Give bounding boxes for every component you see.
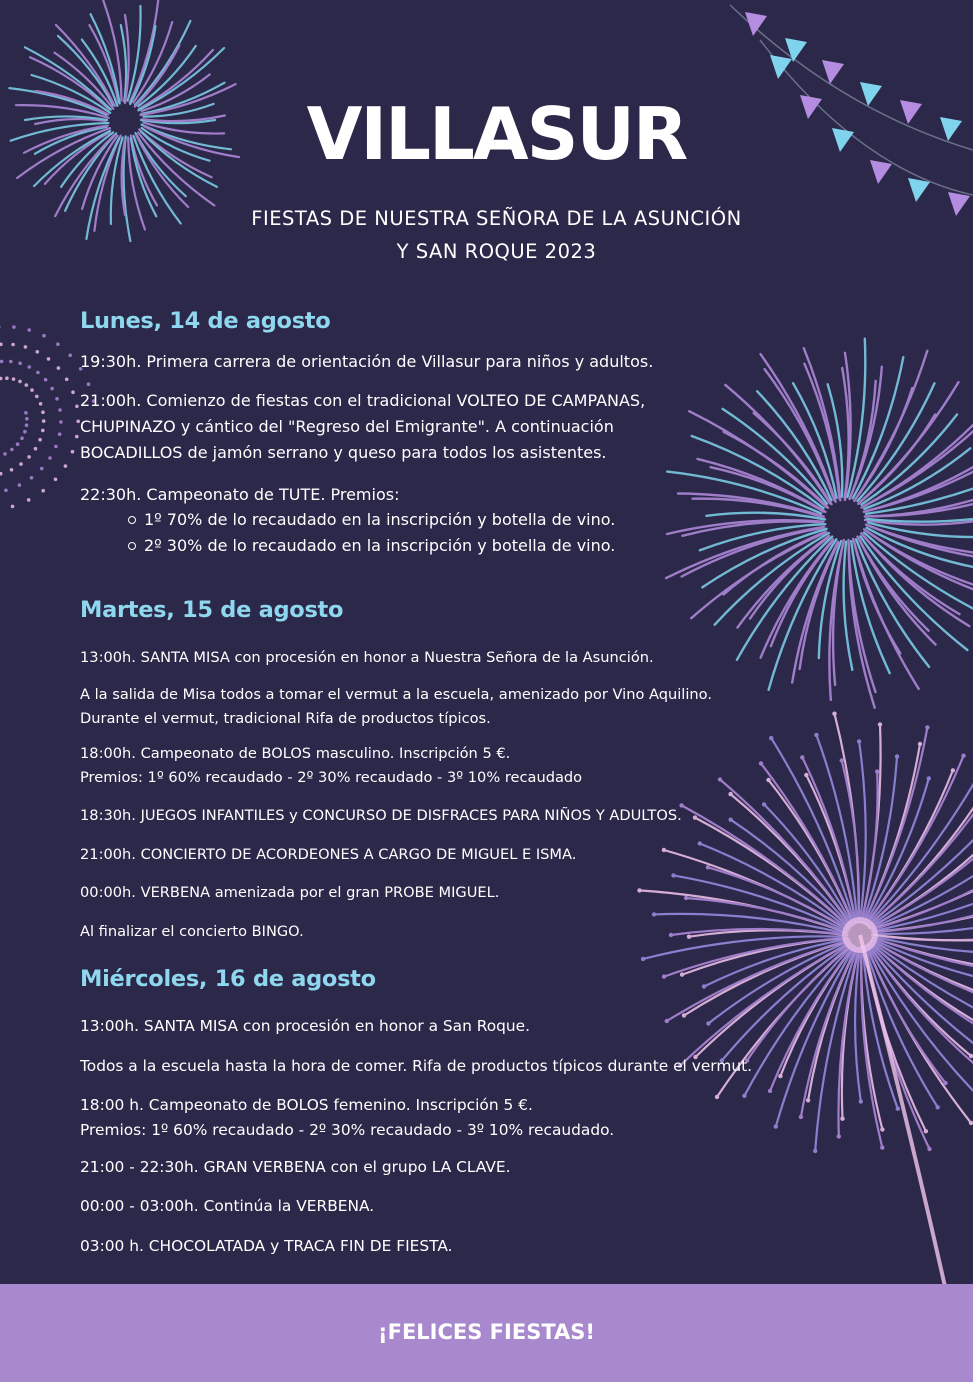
firework-spark: [25, 383, 29, 387]
firework-spark: [59, 420, 63, 424]
firework-spark: [684, 896, 688, 900]
firework-spark: [969, 1121, 973, 1125]
firework-spark: [41, 489, 45, 493]
event-line: 18:30h. JUEGOS INFANTILES y CONCURSO DE DISFRACES PARA NIÑOS Y ADULTOS.: [80, 807, 682, 824]
firework-spark: [832, 712, 836, 716]
firework-spark: [36, 350, 40, 354]
event-wednesday-1: [80, 1014, 530, 1039]
firework-spark: [698, 841, 702, 845]
firework-spark: [48, 456, 52, 460]
firework-spark: [652, 912, 656, 916]
firework-spark: [47, 357, 51, 361]
firework-spark: [3, 452, 7, 456]
event-line: CHUPINAZO y cántico del "Regreso del Emigrante". A continuación: [80, 417, 614, 436]
firework-ray: [864, 529, 973, 589]
firework-spark: [56, 342, 60, 346]
firework-spark: [637, 888, 641, 892]
event-line: 13:00h. SANTA MISA con procesión en honor a San Roque.: [80, 1017, 531, 1035]
firework-spark: [641, 957, 645, 961]
event-monday-2: [80, 388, 645, 466]
event-line: Durante el vermut, tradicional Rifa de productos típicos.: [80, 710, 491, 727]
firework-spark: [58, 432, 62, 436]
firework-spark: [669, 933, 673, 937]
firework-spark: [30, 388, 34, 392]
firework-spark: [27, 328, 31, 332]
event-monday-3: [80, 482, 399, 508]
event-line: Premios: 1º 60% recaudado - 2º 30% recaudado - 3º 10% recaudado: [80, 769, 583, 786]
day-heading-tuesday: Martes, 15 de agosto: [80, 597, 344, 623]
firework-spark: [804, 773, 808, 777]
firework-spark: [961, 754, 965, 758]
firework-spark: [718, 777, 722, 781]
firework-spark: [878, 722, 882, 726]
firework-spark: [58, 408, 62, 412]
event-tuesday-4: [80, 804, 682, 828]
firework-ray: [855, 948, 861, 1102]
firework-spark: [813, 1149, 817, 1153]
firework-spark: [840, 1117, 844, 1121]
firework-spark: [35, 395, 39, 399]
firework-spark: [20, 436, 24, 440]
event-tuesday-3: [80, 742, 582, 790]
firework-spark: [896, 1107, 900, 1111]
firework-spark: [0, 472, 3, 476]
firework-spark: [778, 1074, 782, 1078]
firework-spark: [682, 1013, 686, 1017]
firework-spark: [44, 378, 48, 382]
firework-spark: [27, 498, 31, 502]
firework-spark: [50, 387, 54, 391]
firework-spark: [57, 366, 61, 370]
event-wednesday-6: [80, 1234, 452, 1259]
event-line: BOCADILLOS de jamón serrano y queso para todos los asistentes.: [80, 443, 607, 462]
firework-spark: [36, 371, 40, 375]
firework-spark: [702, 984, 706, 988]
firework-spark: [814, 733, 818, 737]
firework-spark: [54, 445, 58, 449]
firework-spark: [880, 1145, 884, 1149]
event-line: Todos a la escuela hasta la hora de comer. Rifa de productos típicos durante el vermut.: [80, 1057, 753, 1075]
bunting-flag: [908, 178, 930, 202]
firework-spark: [87, 382, 91, 386]
firework-spark: [11, 505, 15, 509]
firework-spark: [11, 343, 15, 347]
firework-spark: [54, 478, 58, 482]
firework-spark: [766, 778, 770, 782]
firework-ray: [860, 536, 967, 650]
firework-spark: [662, 848, 666, 852]
event-line: 18:00h. Campeonato de BOLOS masculino. Inscripción 5 €.: [80, 745, 511, 762]
firework-spark: [71, 450, 75, 454]
firework-spark: [895, 754, 899, 758]
firework-spark: [693, 815, 697, 819]
subtitle: [0, 202, 973, 268]
firework-ray: [738, 536, 830, 628]
firework-spark: [10, 448, 14, 452]
firework-spark: [799, 1115, 803, 1119]
firework-ray: [769, 539, 837, 689]
firework-spark: [806, 1098, 810, 1102]
firework-spark: [728, 792, 732, 796]
firework-spark: [38, 438, 42, 442]
firework-spark: [951, 768, 955, 772]
firework-spark: [762, 802, 766, 806]
firework-spark: [40, 467, 44, 471]
firework-ray: [761, 539, 834, 657]
event-line: 21:00h. CONCIERTO DE ACORDEONES A CARGO DE MIGUEL E ISMA.: [80, 846, 577, 863]
event-wednesday-5: [80, 1194, 374, 1219]
event-tuesday-6: [80, 881, 499, 905]
firework-spark: [880, 1127, 884, 1131]
firework-right-upper: [666, 339, 973, 708]
firework-spark: [742, 1094, 746, 1098]
firework-spark: [837, 1134, 841, 1138]
firework-spark: [665, 1019, 669, 1023]
firework-spark: [769, 736, 773, 740]
event-line: Premios: 1º 60% recaudado - 2º 30% recaudado - 3º 10% recaudado.: [80, 1121, 615, 1139]
event-line: Al finalizar el concierto BINGO.: [80, 923, 304, 940]
firework-spark: [10, 468, 14, 472]
firework-ray: [804, 348, 841, 500]
firework-spark: [706, 865, 710, 869]
firework-spark: [859, 1099, 863, 1103]
firework-spark: [4, 489, 8, 493]
firework-spark: [840, 758, 844, 762]
firework-spark: [25, 423, 29, 427]
firework-spark: [75, 405, 79, 409]
firework-spark: [55, 397, 59, 401]
firework-spark: [936, 1105, 940, 1109]
event-line: 13:00h. SANTA MISA con procesión en honor a Nuestra Señora de la Asunción.: [80, 649, 654, 666]
firework-spark: [924, 1129, 928, 1133]
event-wednesday-3: [80, 1093, 614, 1143]
firework-ray: [689, 411, 826, 507]
firework-spark: [927, 776, 931, 780]
firework-ray: [692, 436, 824, 508]
footer-greeting: ¡FELICES FIESTAS!: [378, 1320, 595, 1344]
firework-spark: [39, 402, 43, 406]
event-line: 00:00 - 03:00h. Continúa la VERBENA.: [80, 1197, 375, 1215]
firework-spark: [42, 419, 46, 423]
firework-ray: [804, 364, 839, 499]
firework-spark: [729, 818, 733, 822]
firework-ray: [829, 543, 843, 700]
firework-spark: [5, 376, 9, 380]
firework-spark: [23, 430, 27, 434]
firework-spark: [24, 411, 28, 415]
firework-spark: [857, 739, 861, 743]
event-monday-1: [80, 349, 653, 375]
event-tuesday-1: [80, 646, 654, 670]
event-line: A la salida de Misa todos a tomar el vermut a la escuela, amenizado por Vino Aquilino.: [80, 686, 712, 703]
firework-spark: [24, 345, 28, 349]
firework-spark: [27, 455, 31, 459]
firework-spark: [64, 464, 68, 468]
firework-spark: [42, 334, 46, 338]
firework-spark: [671, 873, 675, 877]
firework-spark: [12, 325, 16, 329]
event-tuesday-2: [80, 683, 712, 731]
firework-spark: [18, 380, 22, 384]
firework-spark: [0, 343, 3, 347]
firework-spark: [28, 365, 32, 369]
prize-list: [128, 507, 615, 559]
prize-item: 1º 70% de lo recaudado en la inscripción y botella de vino.: [128, 507, 615, 533]
firework-ray: [859, 742, 866, 922]
firework-spark: [715, 1095, 719, 1099]
event-line: 18:00 h. Campeonato de BOLOS femenino. Inscripción 5 €.: [80, 1096, 533, 1114]
event-line: 19:30h. Primera carrera de orientación de Villasur para niños y adultos.: [80, 352, 654, 371]
prize-item: 2º 30% de lo recaudado en la inscripción y botella de vino.: [128, 533, 615, 559]
firework-spark: [706, 1021, 710, 1025]
firework-spark: [65, 378, 69, 382]
event-tuesday-5: [80, 843, 576, 867]
subtitle-line-2: Y SAN ROQUE 2023: [396, 240, 597, 263]
firework-spark: [800, 755, 804, 759]
firework-spark: [68, 354, 72, 358]
firework-right-lower: [637, 712, 973, 1154]
firework-ray: [671, 929, 847, 935]
firework-spark: [0, 325, 1, 329]
firework-spark: [0, 360, 3, 364]
firework-spark: [680, 972, 684, 976]
firework-spark: [41, 429, 45, 433]
firework-ray: [861, 415, 957, 505]
firework-spark: [18, 483, 22, 487]
event-line: 21:00 - 22:30h. GRAN VERBENA con el grupo LA CLAVE.: [80, 1158, 511, 1176]
subtitle-line-1: FIESTAS DE NUESTRA SEÑORA DE LA ASUNCIÓN: [251, 207, 742, 230]
firework-spark: [9, 360, 13, 364]
firework-spark: [943, 1081, 947, 1085]
firework-spark: [759, 761, 763, 765]
firework-spark: [0, 377, 3, 381]
event-wednesday-2: [80, 1054, 752, 1079]
event-line: 03:00 h. CHOCOLATADA y TRACA FIN DE FIESTA.: [80, 1237, 453, 1255]
day-heading-monday: Lunes, 14 de agosto: [80, 308, 331, 334]
bunting-flag: [745, 12, 767, 36]
firework-spark: [768, 1089, 772, 1093]
firework-spark: [16, 442, 20, 446]
firework-spark: [918, 742, 922, 746]
firework-spark: [687, 935, 691, 939]
event-line: 22:30h. Campeonato de TUTE. Premios:: [80, 485, 400, 504]
firework-spark: [18, 362, 22, 366]
firework-spark: [19, 462, 23, 466]
firework-ray: [856, 539, 929, 667]
firework-spark: [34, 447, 38, 451]
event-line: 21:00h. Comienzo de fiestas con el tradicional VOLTEO DE CAMPANAS,: [80, 391, 646, 410]
firework-spark: [41, 410, 45, 414]
day-heading-wednesday: Miércoles, 16 de agosto: [80, 966, 376, 992]
firework-spark: [12, 377, 16, 381]
firework-spark: [927, 1147, 931, 1151]
firework-spark: [875, 769, 879, 773]
firework-spark: [30, 476, 34, 480]
event-wednesday-4: [80, 1155, 510, 1180]
firework-spark: [662, 974, 666, 978]
page-title: VILLASUR: [306, 92, 687, 176]
firework-spark: [75, 435, 79, 439]
firework-spark: [25, 417, 29, 421]
event-tuesday-7: [80, 920, 304, 944]
firework-spark: [774, 1124, 778, 1128]
firework-spark: [925, 725, 929, 729]
event-line: 00:00h. VERBENA amenizada por el gran PROBE MIGUEL.: [80, 884, 500, 901]
firework-spark: [71, 390, 75, 394]
